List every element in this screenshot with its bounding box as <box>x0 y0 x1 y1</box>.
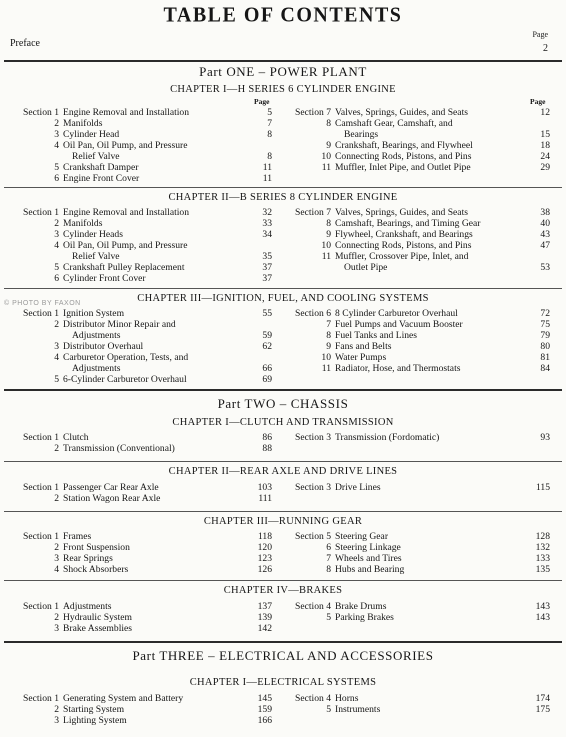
entry-page-number: 32 <box>262 207 272 218</box>
entry-page-number: 24 <box>540 151 550 162</box>
toc-column-left <box>6 482 272 504</box>
toc-entry[interactable] <box>278 704 550 715</box>
entry-page-number: 80 <box>540 341 550 352</box>
toc-entry[interactable] <box>278 352 550 363</box>
entry-title: Passenger Car Rear Axle <box>63 482 159 493</box>
entry-page-number: 137 <box>257 601 272 612</box>
entry-page-number: 123 <box>257 553 272 564</box>
section-number: 8 <box>326 330 331 341</box>
entry-page-number: 62 <box>262 341 272 352</box>
entry-title: Shock Absorbers <box>63 564 129 575</box>
section-number: Section 6 <box>295 308 331 319</box>
entry-title: Fuel Tanks and Lines <box>335 330 418 341</box>
section-number: 11 <box>321 363 331 374</box>
part-divider-rule <box>4 60 562 62</box>
toc-entry[interactable] <box>278 341 550 352</box>
entry-page-number: 40 <box>540 218 550 229</box>
entry-page-number: 175 <box>535 704 550 715</box>
section-number: 7 <box>326 553 331 564</box>
toc-entry[interactable] <box>278 693 550 704</box>
entry-page-number: 159 <box>257 704 272 715</box>
entry-title: Adjustments <box>72 330 121 341</box>
entry-page-number: 55 <box>262 308 272 319</box>
entry-page-number: 118 <box>257 531 272 542</box>
toc-entry[interactable] <box>6 129 272 140</box>
toc-entry[interactable] <box>6 493 272 504</box>
entry-title: Hubs and Bearing <box>335 564 405 575</box>
preface-label[interactable]: Preface <box>10 38 40 49</box>
section-number: 5 <box>326 704 331 715</box>
entry-page-number: 8 <box>267 151 272 162</box>
entry-page-number: 15 <box>540 129 550 140</box>
toc-entry[interactable] <box>6 704 272 715</box>
entry-page-number: 8 <box>267 129 272 140</box>
toc-column-right <box>278 531 550 575</box>
entry-page-number: 75 <box>540 319 550 330</box>
toc-entry[interactable] <box>278 531 550 542</box>
toc-entry[interactable] <box>6 229 272 240</box>
toc-entry[interactable] <box>6 341 272 352</box>
toc-entry[interactable] <box>6 273 272 284</box>
toc-column-right <box>278 308 550 374</box>
chapter-heading: CHAPTER I—H SERIES 6 CYLINDER ENGINE <box>170 84 396 95</box>
entry-title: Brake Drums <box>335 601 387 612</box>
toc-entry[interactable] <box>6 553 272 564</box>
entry-title: Cylinder Heads <box>63 229 123 240</box>
toc-entry[interactable] <box>278 162 550 173</box>
toc-entry[interactable] <box>6 542 272 553</box>
toc-entry[interactable] <box>278 319 550 330</box>
toc-column-left <box>6 308 272 385</box>
section-number: 8 <box>326 118 331 129</box>
section-number: 4 <box>54 352 59 363</box>
toc-entry[interactable] <box>278 251 550 273</box>
toc-entry[interactable] <box>6 207 272 218</box>
entry-page-number: 5 <box>267 107 272 118</box>
entry-title: Frames <box>63 531 92 542</box>
entry-page-number: 43 <box>540 229 550 240</box>
entry-title: Instruments <box>335 704 381 715</box>
toc-column-left <box>6 107 272 184</box>
entry-page-number: 128 <box>535 531 550 542</box>
entry-page-number: 79 <box>540 330 550 341</box>
entry-page-number: 69 <box>262 374 272 385</box>
section-number: 9 <box>326 341 331 352</box>
entry-page-number: 38 <box>540 207 550 218</box>
entry-page-number: 53 <box>540 262 550 273</box>
toc-entry[interactable] <box>278 229 550 240</box>
section-number: 9 <box>326 140 331 151</box>
entry-title: Engine Removal and Installation <box>63 207 190 218</box>
chapter-divider-rule <box>4 461 562 462</box>
entry-title: Carburetor Operation, Tests, and <box>63 352 189 363</box>
section-number: 11 <box>321 251 331 262</box>
section-number: 3 <box>54 341 59 352</box>
section-number: 4 <box>54 564 59 575</box>
toc-entry[interactable] <box>278 330 550 341</box>
section-number: 5 <box>326 612 331 623</box>
entry-page-number: 93 <box>540 432 550 443</box>
section-number: 3 <box>54 623 59 634</box>
toc-entry[interactable] <box>6 482 272 493</box>
section-number: 10 <box>321 352 331 363</box>
toc-entry[interactable] <box>6 715 272 726</box>
section-number: 3 <box>54 715 59 726</box>
section-number: 8 <box>326 218 331 229</box>
chapter-heading: CHAPTER III—IGNITION, FUEL, AND COOLING SYSTEMS <box>137 293 429 304</box>
entry-page-number: 37 <box>262 262 272 273</box>
section-number: 6 <box>54 173 59 184</box>
toc-entry[interactable] <box>6 173 272 184</box>
entry-page-number: 18 <box>540 140 550 151</box>
section-number: 2 <box>54 118 59 129</box>
entry-title: Transmission (Fordomatic) <box>335 432 440 443</box>
entry-title: Rear Springs <box>63 553 113 564</box>
section-number: 2 <box>54 704 59 715</box>
toc-entry[interactable] <box>6 118 272 129</box>
entry-page-number: 166 <box>257 715 272 726</box>
section-number: 7 <box>326 319 331 330</box>
toc-entry[interactable] <box>6 693 272 704</box>
toc-entry[interactable] <box>278 107 550 118</box>
toc-column-right <box>278 207 550 273</box>
entry-page-number: 11 <box>262 162 272 173</box>
entry-title: Station Wagon Rear Axle <box>63 493 161 504</box>
toc-entry[interactable] <box>278 553 550 564</box>
toc-entry[interactable] <box>6 107 272 118</box>
section-number: Section 4 <box>295 693 331 704</box>
section-number: 2 <box>54 612 59 623</box>
entry-title: Adjustments <box>72 363 121 374</box>
entry-page-number: 59 <box>262 330 272 341</box>
entry-title: 8 Cylinder Carburetor Overhaul <box>335 308 458 319</box>
entry-page-number: 47 <box>540 240 550 251</box>
toc-entry[interactable] <box>278 207 550 218</box>
section-number: Section 3 <box>295 482 331 493</box>
entry-page-number: 132 <box>535 542 550 553</box>
toc-column-right <box>278 482 550 493</box>
entry-title: Manifolds <box>63 218 103 229</box>
entry-page-number: 126 <box>257 564 272 575</box>
part-heading: Part TWO – CHASSIS <box>217 396 349 411</box>
entry-title: Engine Removal and Installation <box>63 107 190 118</box>
entry-title: Oil Pan, Oil Pump, and Pressure <box>63 240 188 251</box>
entry-page-number: 115 <box>535 482 550 493</box>
entry-title: Fuel Pumps and Vacuum Booster <box>335 319 463 330</box>
entry-title: Horns <box>335 693 359 704</box>
section-number: 9 <box>326 229 331 240</box>
entry-page-number: 145 <box>257 693 272 704</box>
entry-title: Brake Assemblies <box>63 623 133 634</box>
entry-title: Engine Front Cover <box>63 173 140 184</box>
entry-title: Camshaft, Bearings, and Timing Gear <box>335 218 481 229</box>
toc-column-left <box>6 601 272 634</box>
entry-title: Transmission (Conventional) <box>63 443 175 454</box>
entry-title: Ignition System <box>63 308 125 319</box>
entry-title: Hydraulic System <box>63 612 133 623</box>
toc-column-right <box>278 601 550 623</box>
section-number: 10 <box>321 151 331 162</box>
entry-title: Radiator, Hose, and Thermostats <box>335 363 461 374</box>
entry-title: Valves, Springs, Guides, and Seats <box>335 107 468 118</box>
chapter-divider-rule <box>4 288 562 289</box>
entry-title: Clutch <box>63 432 89 443</box>
chapter-heading: CHAPTER II—B SERIES 8 CYLINDER ENGINE <box>168 192 398 203</box>
toc-entry[interactable] <box>6 352 272 374</box>
entry-title: Manifolds <box>63 118 103 129</box>
section-number: Section 1 <box>23 601 59 612</box>
section-number: 2 <box>54 443 59 454</box>
part-divider-rule <box>4 389 562 391</box>
section-number: 2 <box>54 218 59 229</box>
section-number: Section 1 <box>23 107 59 118</box>
entry-title: Crankshaft Damper <box>63 162 139 173</box>
entry-title: Lighting System <box>63 715 127 726</box>
toc-entry[interactable] <box>6 319 272 341</box>
toc-entry[interactable] <box>278 151 550 162</box>
section-number: 6 <box>54 273 59 284</box>
entry-title: Adjustments <box>63 601 112 612</box>
section-number: 2 <box>54 319 59 330</box>
section-number: 6 <box>326 542 331 553</box>
entry-page-number: 142 <box>257 623 272 634</box>
toc-entry[interactable] <box>278 564 550 575</box>
section-number: 11 <box>321 162 331 173</box>
entry-title: Starting System <box>63 704 125 715</box>
toc-entry[interactable] <box>6 218 272 229</box>
section-number: Section 5 <box>295 531 331 542</box>
part-heading: Part THREE – ELECTRICAL AND ACCESSORIES <box>132 648 434 663</box>
section-number: Section 1 <box>23 207 59 218</box>
entry-page-number: 103 <box>257 482 272 493</box>
toc-column-right <box>278 432 550 443</box>
toc-entry[interactable] <box>6 623 272 634</box>
section-number: Section 1 <box>23 308 59 319</box>
toc-column-right <box>278 693 550 715</box>
page-column-header: Page <box>254 97 270 106</box>
toc-entry[interactable] <box>278 601 550 612</box>
toc-column-left <box>6 531 272 575</box>
toc-entry[interactable] <box>278 542 550 553</box>
entry-page-number: 174 <box>535 693 550 704</box>
toc-entry[interactable] <box>6 374 272 385</box>
entry-title: Crankshaft, Bearings, and Flywheel <box>335 140 473 151</box>
entry-title: Drive Lines <box>335 482 381 493</box>
section-number: Section 1 <box>23 432 59 443</box>
section-number: Section 7 <box>295 107 331 118</box>
part-heading: Part ONE – POWER PLANT <box>199 64 367 79</box>
toc-entry[interactable] <box>6 262 272 273</box>
entry-page-number: 33 <box>262 218 272 229</box>
entry-page-number: 34 <box>262 229 272 240</box>
entry-title: Bearings <box>344 129 379 140</box>
toc-entry[interactable] <box>6 432 272 443</box>
entry-title: Oil Pan, Oil Pump, and Pressure <box>63 140 188 151</box>
entry-title: Fans and Belts <box>335 341 392 352</box>
page-title: TABLE OF CONTENTS <box>163 3 403 27</box>
section-number: 5 <box>54 374 59 385</box>
section-number: Section 1 <box>23 482 59 493</box>
section-number: 3 <box>54 229 59 240</box>
toc-entry[interactable] <box>278 612 550 623</box>
part-divider-rule <box>4 641 562 643</box>
toc-entry[interactable] <box>6 308 272 319</box>
entry-title: Steering Gear <box>335 531 389 542</box>
entry-title: Distributor Minor Repair and <box>63 319 176 330</box>
entry-page-number: 133 <box>535 553 550 564</box>
entry-page-number: 35 <box>262 251 272 262</box>
entry-title: Cylinder Front Cover <box>63 273 146 284</box>
toc-entry[interactable] <box>6 162 272 173</box>
entry-page-number: 120 <box>257 542 272 553</box>
entry-title: Connecting Rods, Pistons, and Pins <box>335 151 472 162</box>
section-number: 3 <box>54 129 59 140</box>
chapter-divider-rule <box>4 187 562 188</box>
entry-title: Valves, Springs, Guides, and Seats <box>335 207 468 218</box>
toc-entry[interactable] <box>278 482 550 493</box>
toc-entry[interactable] <box>278 363 550 374</box>
entry-page-number: 72 <box>540 308 550 319</box>
chapter-divider-rule <box>4 511 562 512</box>
entry-title: Muffler, Inlet Pipe, and Outlet Pipe <box>335 162 471 173</box>
entry-title: Distributor Overhaul <box>63 341 144 352</box>
entry-page-number: 12 <box>540 107 550 118</box>
toc-entry[interactable] <box>278 218 550 229</box>
toc-entry[interactable] <box>6 140 272 162</box>
section-number: Section 7 <box>295 207 331 218</box>
section-number: 2 <box>54 542 59 553</box>
toc-entry[interactable] <box>278 140 550 151</box>
entry-title: Generating System and Battery <box>63 693 184 704</box>
toc-column-left <box>6 693 272 726</box>
toc-entry[interactable] <box>6 443 272 454</box>
entry-title: Water Pumps <box>335 352 387 363</box>
entry-page-number: 7 <box>267 118 272 129</box>
section-number: 2 <box>54 493 59 504</box>
entry-page-number: 111 <box>258 493 272 504</box>
entry-title: Muffler, Crossover Pipe, Inlet, and <box>335 251 469 262</box>
page-column-header: Page <box>530 97 546 106</box>
section-number: 5 <box>54 262 59 273</box>
chapter-heading: CHAPTER III—RUNNING GEAR <box>203 516 363 527</box>
section-number: 8 <box>326 564 331 575</box>
entry-page-number: 135 <box>535 564 550 575</box>
entry-page-number: 29 <box>540 162 550 173</box>
entry-title: Camshaft Gear, Camshaft, and <box>335 118 453 129</box>
section-number: Section 1 <box>23 531 59 542</box>
toc-entry[interactable] <box>6 601 272 612</box>
toc-column-right <box>278 107 550 173</box>
entry-page-number: 139 <box>257 612 272 623</box>
toc-entry[interactable] <box>278 118 550 140</box>
entry-page-number: 88 <box>262 443 272 454</box>
preface-page-number: 2 <box>543 43 548 54</box>
entry-page-number: 81 <box>540 352 550 363</box>
entry-title: Steering Linkage <box>335 542 401 553</box>
section-number: 10 <box>321 240 331 251</box>
entry-title: Crankshaft Pulley Replacement <box>63 262 185 273</box>
entry-title: Flywheel, Crankshaft, and Bearings <box>335 229 473 240</box>
entry-title: Cylinder Head <box>63 129 120 140</box>
chapter-heading: CHAPTER II—REAR AXLE AND DRIVE LINES <box>168 466 398 477</box>
section-number: 5 <box>54 162 59 173</box>
toc-entry[interactable] <box>6 240 272 262</box>
toc-entry[interactable] <box>278 308 550 319</box>
page-column-header: Page <box>532 30 548 39</box>
photo-watermark: © PHOTO BY FAXON <box>4 300 81 307</box>
section-number: 4 <box>54 140 59 151</box>
entry-title: Relief Valve <box>72 251 120 262</box>
chapter-heading: CHAPTER IV—BRAKES <box>223 585 343 596</box>
section-number: 4 <box>54 240 59 251</box>
toc-entry[interactable] <box>6 564 272 575</box>
toc-column-left <box>6 207 272 284</box>
toc-column-left <box>6 432 272 454</box>
entry-title: 6-Cylinder Carburetor Overhaul <box>63 374 187 385</box>
toc-entry[interactable] <box>278 432 550 443</box>
toc-entry[interactable] <box>6 531 272 542</box>
toc-entry[interactable] <box>278 240 550 251</box>
entry-page-number: 37 <box>262 273 272 284</box>
entry-title: Relief Valve <box>72 151 120 162</box>
entry-page-number: 84 <box>540 363 550 374</box>
entry-title: Wheels and Tires <box>335 553 402 564</box>
toc-entry[interactable] <box>6 612 272 623</box>
entry-title: Parking Brakes <box>335 612 394 623</box>
chapter-heading: CHAPTER I—ELECTRICAL SYSTEMS <box>189 677 377 688</box>
section-number: Section 3 <box>295 432 331 443</box>
entry-page-number: 11 <box>262 173 272 184</box>
chapter-divider-rule <box>4 580 562 581</box>
section-number: Section 1 <box>23 693 59 704</box>
chapter-heading: CHAPTER I—CLUTCH AND TRANSMISSION <box>172 417 394 428</box>
entry-page-number: 86 <box>262 432 272 443</box>
section-number: Section 4 <box>295 601 331 612</box>
entry-page-number: 143 <box>535 612 550 623</box>
entry-title: Front Suspension <box>63 542 130 553</box>
entry-title: Connecting Rods, Pistons, and Pins <box>335 240 472 251</box>
entry-page-number: 143 <box>535 601 550 612</box>
section-number: 3 <box>54 553 59 564</box>
entry-title: Outlet Pipe <box>344 262 388 273</box>
entry-page-number: 66 <box>262 363 272 374</box>
